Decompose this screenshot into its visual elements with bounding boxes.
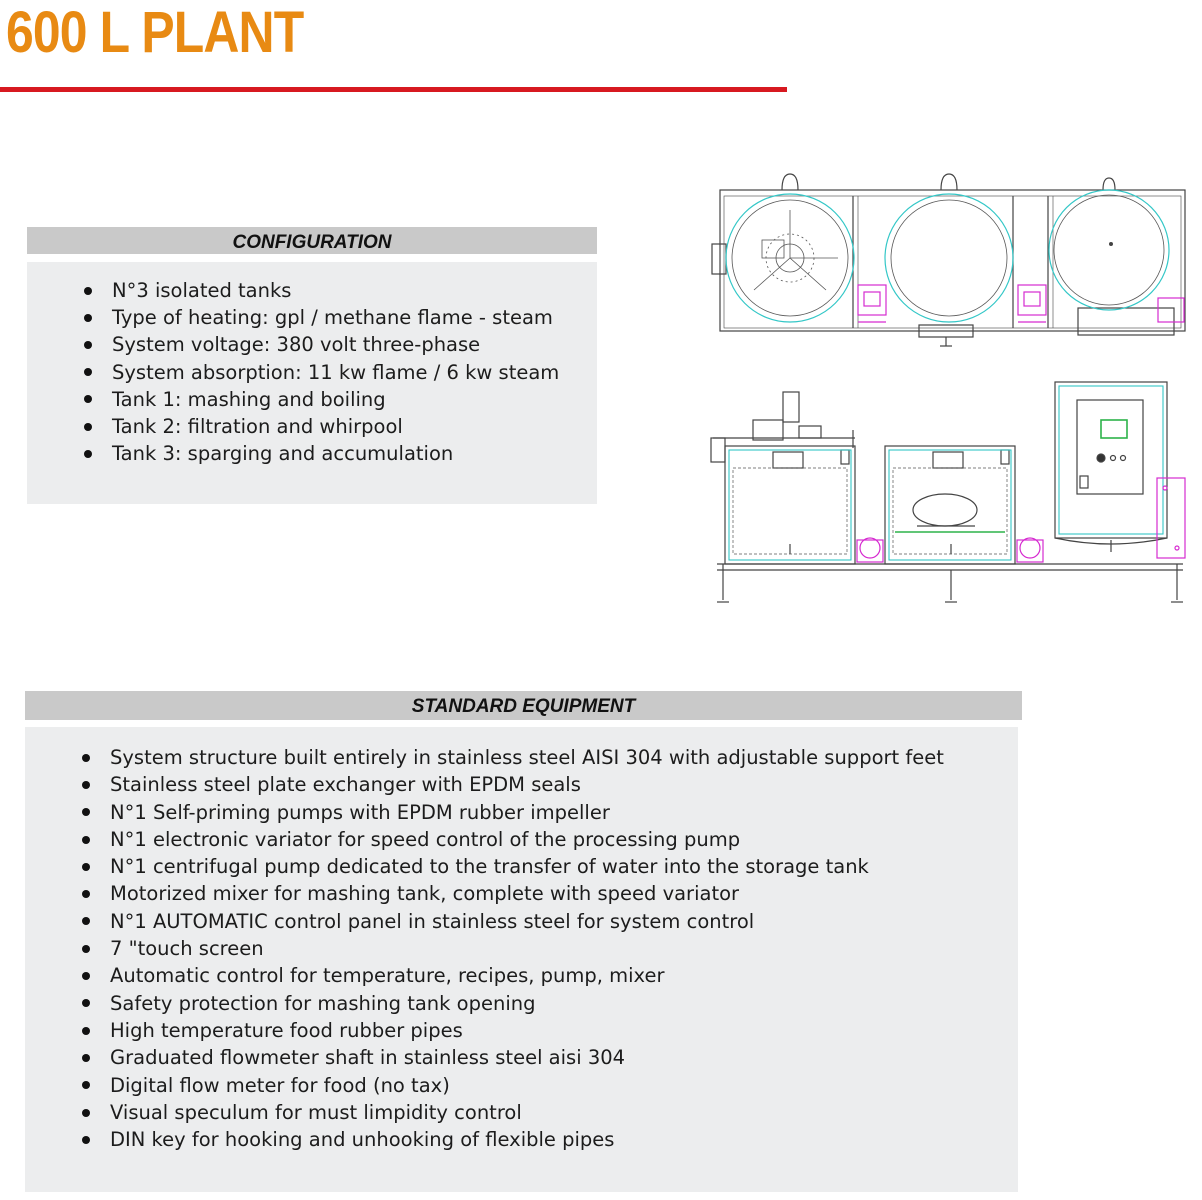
list-item: Tank 3: sparging and accumulation: [27, 440, 597, 467]
title-underline: [0, 87, 787, 92]
list-item: Visual speculum for must limpidity control: [25, 1099, 1018, 1126]
list-item: Digital flow meter for food (no tax): [25, 1072, 1018, 1099]
list-item: DIN key for hooking and unhooking of flexible pipes: [25, 1126, 1018, 1153]
list-item: N°1 Self-priming pumps with EPDM rubber impeller: [25, 799, 1018, 826]
standard-equipment-panel: [25, 727, 1018, 1192]
list-item: Type of heating: gpl / methane flame - steam: [27, 304, 597, 331]
list-item: N°1 electronic variator for speed control of the processing pump: [25, 826, 1018, 853]
list-item: 7 "touch screen: [25, 935, 1018, 962]
list-item: System structure built entirely in stainless steel AISI 304 with adjustable support feet: [25, 744, 1018, 771]
list-item: Automatic control for temperature, recipes, pump, mixer: [25, 962, 1018, 989]
list-item: System voltage: 380 volt three-phase: [27, 331, 597, 358]
list-item: N°1 centrifugal pump dedicated to the transfer of water into the storage tank: [25, 853, 1018, 880]
list-item: Graduated flowmeter shaft in stainless steel aisi 304: [25, 1044, 1018, 1071]
page-title: 600 L PLANT: [6, 0, 304, 65]
standard-equipment-list: [25, 727, 1018, 1153]
list-item: N°3 isolated tanks: [27, 277, 597, 304]
configuration-heading: CONFIGURATION: [27, 227, 597, 254]
list-item: Motorized mixer for mashing tank, complete with speed variator: [25, 880, 1018, 907]
list-item: Safety protection for mashing tank opening: [25, 990, 1018, 1017]
list-item: System absorption: 11 kw flame / 6 kw steam: [27, 359, 597, 386]
plant-top-view-drawing: [708, 170, 1194, 352]
list-item: Tank 1: mashing and boiling: [27, 386, 597, 413]
list-item: N°1 AUTOMATIC control panel in stainless steel for system control: [25, 908, 1018, 935]
standard-equipment-heading: STANDARD EQUIPMENT: [25, 691, 1022, 720]
plant-front-view-drawing: [705, 378, 1195, 610]
list-item: Stainless steel plate exchanger with EPDM seals: [25, 771, 1018, 798]
list-item: Tank 2: filtration and whirpool: [27, 413, 597, 440]
configuration-panel: [27, 262, 597, 504]
configuration-list: [27, 262, 597, 467]
list-item: High temperature food rubber pipes: [25, 1017, 1018, 1044]
